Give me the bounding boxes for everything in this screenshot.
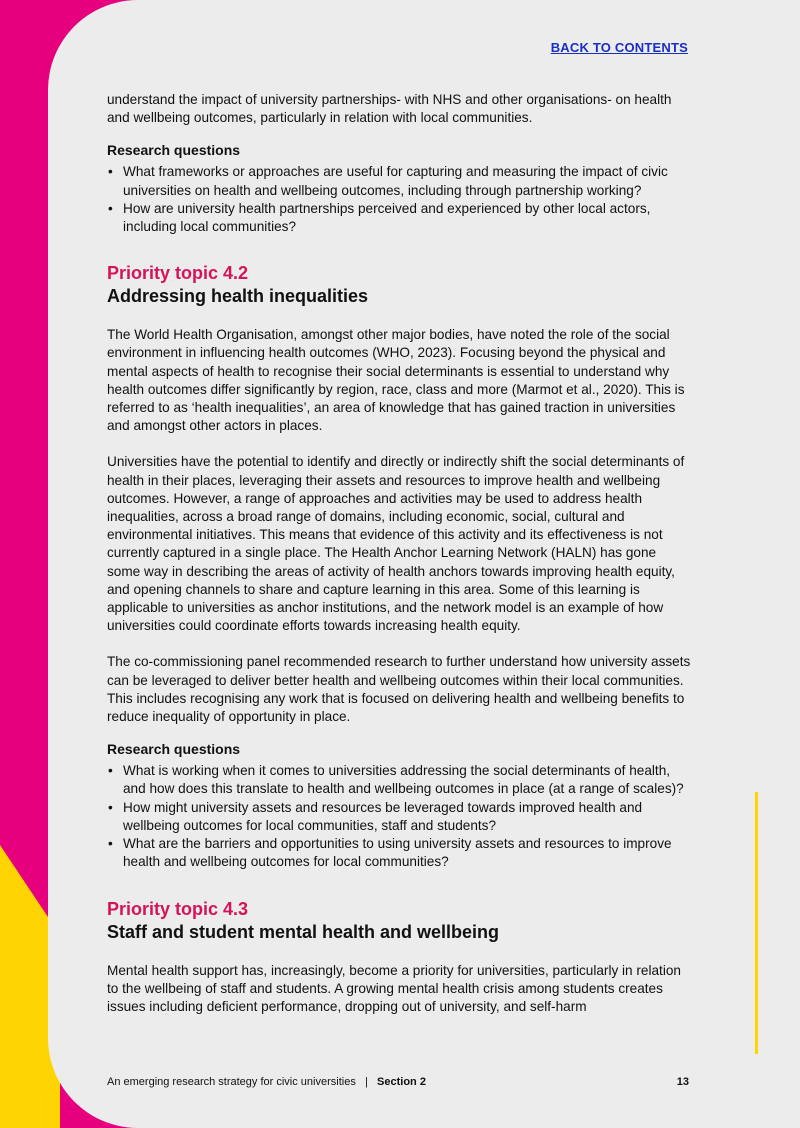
body-paragraph: Universities have the potential to identify and directly or indirectly shift the social determinants of health in their places, leveraging their assets and resources to improve health and wellbeing outcomes. However, a range of approaches and activities may be used to address health inequalities, across a broad range of domains, including economic, social, cultural and environmental initiatives. This means that evidence of this activity and its effectiveness is not currently captured in a single place. The Health Anchor Learning Network (HALN) has gone some way in describing the areas of activity of health anchors towards improving health equity, and opening channels to share and capture learning in this area. Some of this learning is applicable to universities as anchor institutions, and the network model is an example of how universities could coordinate efforts towards increasing health equity.	[107, 454, 685, 634]
decorative-yellow-rule	[755, 792, 758, 1054]
priority-topic-title: Addressing health inequalities	[107, 286, 369, 307]
body-paragraph: The co-commissioning panel recommended research to further understand how university assets can be leveraged to deliver better health and wellbeing outcomes within their local communities. This includes recognising any work that is focused on delivering health and wellbeing benefits to reduce inequality of opportunity in place.	[107, 654, 691, 725]
body-paragraph: Mental health support has, increasingly, become a priority for universities, particularly in relation to the wellbeing of staff and students. A growing mental health crisis among students creates issues including deficient performance, dropping out of university, and self-harm	[107, 962, 681, 1014]
research-questions-list	[107, 163, 692, 236]
list-item: • How are university health partnerships perceived and experienced by other local actors, including local communities?	[123, 200, 692, 236]
footer-doc-title: An emerging research strategy for civic universities	[107, 1076, 356, 1088]
footer-section: Section 2	[377, 1076, 426, 1088]
priority-topic-label: Priority topic 4.3	[107, 898, 249, 919]
list-item: • How might university assets and resources be leveraged towards improved health and wellbeing outcomes for local communities, staff and students?	[123, 799, 692, 835]
priority-topic-label: Priority topic 4.2	[107, 263, 249, 284]
list-item: • What are the barriers and opportunities to using university assets and resources to improve health and wellbeing outcomes for local communities?	[123, 835, 692, 871]
research-questions-heading: Research questions	[107, 741, 241, 758]
body-paragraph: The World Health Organisation, amongst other major bodies, have noted the role of the social environment in influencing health outcomes (WHO, 2023). Focusing beyond the physical and mental aspects of health to recognise their social determinants is essential to understand why health outcomes differ significantly by region, race, class and more (Marmot et al., 2020). This is referred to as ‘health inequalities’, an area of knowledge that has gained traction in universities and amongst other actors in places.	[107, 327, 685, 434]
page-number: 13	[676, 1076, 689, 1088]
research-questions-heading: Research questions	[107, 142, 241, 159]
priority-topic-title: Staff and student mental health and wellbeing	[107, 921, 500, 942]
list-item: • What is working when it comes to universities addressing the social determinants of health, and how does this translate to health and wellbeing outcomes in place (at a range of scales)?	[123, 762, 692, 798]
main-content	[107, 91, 692, 1016]
page-footer	[107, 1076, 689, 1088]
back-to-contents-link[interactable]: BACK TO CONTENTS	[550, 40, 688, 55]
footer-separator: |	[365, 1076, 368, 1088]
research-questions-list	[107, 762, 692, 871]
list-item: • What frameworks or approaches are useful for capturing and measuring the impact of civic universities on health and wellbeing outcomes, including through partnership working?	[123, 163, 692, 199]
intro-paragraph: understand the impact of university partnerships- with NHS and other organisations- on health and wellbeing outcomes, particularly in relation with local communities.	[107, 92, 672, 126]
